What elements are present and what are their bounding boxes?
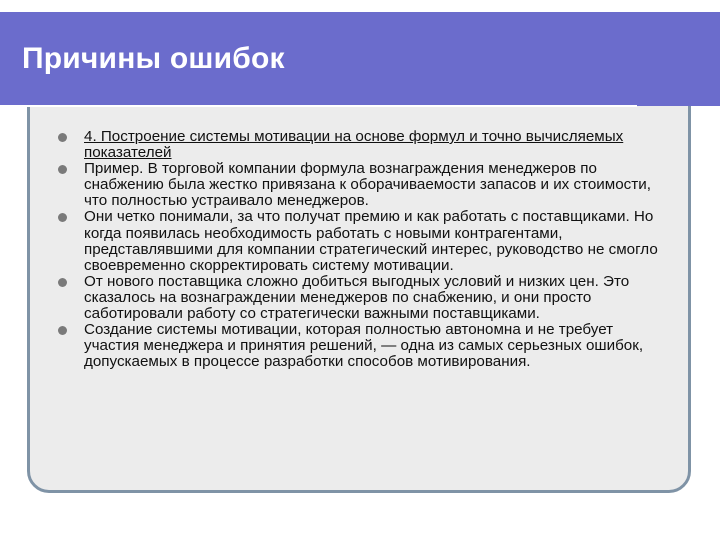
bullet-text: Они четко понимали, за что получат премию и как работать с поставщиками. Но когда появилась необходимость работать с новыми контрагентами, представлявшими для компании стратегический интерес, руководство не смогло своевременно скорректировать систему мотивации.	[84, 208, 658, 274]
slide-title: Причины ошибок	[22, 42, 285, 75]
bullet-dot-icon	[58, 133, 67, 142]
title-underline	[0, 105, 637, 107]
bullet-dot-icon	[58, 326, 67, 335]
title-bar	[0, 12, 720, 106]
bullet-item	[58, 274, 658, 322]
bullet-text: Создание системы мотивации, которая полностью автономна и не требует участия менеджера и принятия решений, — одна из самых серьезных ошибок, допускаемых в процессе разработки способов мотивирования.	[84, 321, 644, 371]
bullet-dot-icon	[58, 165, 67, 174]
bullet-item	[58, 129, 658, 161]
slide-content	[58, 129, 658, 370]
bullet-text: Пример. В торговой компании формула вознаграждения менеджеров по снабжению была жестко привязана к оборачиваемости запасов и их стоимости, что полностью устраивало менеджеров.	[84, 160, 651, 210]
bullet-item	[58, 209, 658, 273]
bullet-list	[58, 129, 658, 370]
bullet-item	[58, 322, 658, 370]
bullet-dot-icon	[58, 213, 67, 222]
bullet-item	[58, 161, 658, 209]
bullet-dot-icon	[58, 278, 67, 287]
bullet-text: От нового поставщика сложно добиться выгодных условий и низких цен. Это сказалось на вознаграждении менеджеров по снабжению, и они просто саботировали работу со стратегически важными поставщиками.	[84, 272, 630, 323]
bullet-text: 4. Построение системы мотивации на основе формул и точно вычисляемых показателей	[84, 128, 624, 162]
